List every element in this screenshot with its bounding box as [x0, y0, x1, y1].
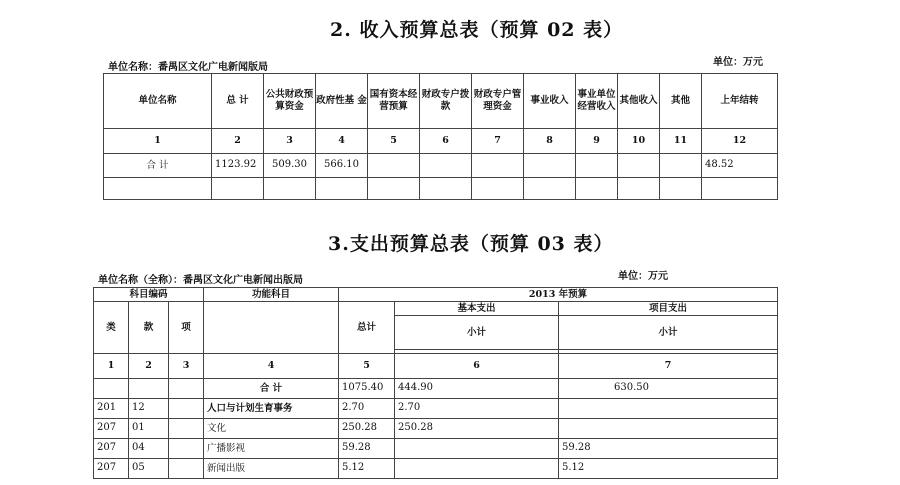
header-cell: 事业收入 — [524, 74, 576, 129]
empty-cell — [576, 154, 618, 178]
index-cell: 8 — [524, 129, 576, 154]
header-cell: 国有资本经营预算 — [368, 74, 420, 129]
table2-total-row — [104, 154, 778, 178]
xiang-cell — [169, 459, 204, 479]
empty-cell — [129, 379, 169, 399]
lei-cell: 201 — [94, 399, 129, 419]
index-cell: 2 — [129, 354, 169, 379]
index-cell: 11 — [660, 129, 702, 154]
empty-cell — [524, 178, 576, 200]
index-cell: 7 — [559, 354, 778, 379]
kuan-cell: 01 — [129, 419, 169, 439]
kuan-cell: 05 — [129, 459, 169, 479]
empty-cell — [94, 379, 129, 399]
basic-value-cell — [395, 439, 559, 459]
kuan-header: 款 — [129, 302, 169, 354]
table-row — [94, 419, 778, 439]
basic-value-cell: 250.28 — [395, 419, 559, 439]
kuan-cell: 12 — [129, 399, 169, 419]
index-cell: 1 — [104, 129, 212, 154]
header-cell: 总 计 — [212, 74, 264, 129]
index-cell: 5 — [339, 354, 395, 379]
total-value-cell: 2.70 — [339, 399, 395, 419]
table2-index-row — [104, 129, 778, 154]
empty-cell — [618, 178, 660, 200]
total-value-cell: 1123.92 — [212, 154, 264, 178]
empty-cell — [169, 379, 204, 399]
index-cell: 4 — [316, 129, 368, 154]
lei-cell: 207 — [94, 419, 129, 439]
header-cell: 上年结转 — [702, 74, 778, 129]
empty-cell — [472, 154, 524, 178]
table2-unit-name: 单位名称：番禺区文化广电新闻版局 — [108, 62, 268, 73]
header-cell: 事业单位经营收入 — [576, 74, 618, 129]
table3-header-row-1 — [94, 288, 778, 302]
project-value-cell — [559, 419, 778, 439]
function-subject-header: 功能科目 — [204, 288, 339, 302]
table-row — [94, 459, 778, 479]
empty-cell — [702, 178, 778, 200]
header-cell: 财政专户拨款 — [420, 74, 472, 129]
total-value-cell: 1075.40 — [339, 379, 395, 399]
income-budget-table — [103, 73, 778, 200]
index-cell: 6 — [395, 354, 559, 379]
lei-cell: 207 — [94, 459, 129, 479]
project-value-cell — [559, 399, 778, 419]
empty-cell — [524, 154, 576, 178]
empty-cell — [316, 178, 368, 200]
empty-cell — [576, 178, 618, 200]
empty-cell — [618, 154, 660, 178]
empty-cell — [368, 178, 420, 200]
header-cell: 政府性基 金 — [316, 74, 368, 129]
total-value-cell: 5.12 — [339, 459, 395, 479]
project-value-cell: 59.28 — [559, 439, 778, 459]
lei-cell: 207 — [94, 439, 129, 459]
index-cell: 3 — [264, 129, 316, 154]
project-expense-header: 项目支出 — [559, 302, 778, 316]
empty-cell — [264, 178, 316, 200]
empty-cell — [660, 154, 702, 178]
index-cell: 2 — [212, 129, 264, 154]
project-value-cell: 5.12 — [559, 459, 778, 479]
index-cell: 7 — [472, 129, 524, 154]
basic-subtotal-header: 小计 — [395, 316, 559, 350]
total-label-cell: 合 计 — [204, 379, 339, 399]
subject-code-header: 科目编码 — [94, 288, 204, 302]
table3-unit-name: 单位名称（全称）：番禺区文化广电新闻出版局 — [98, 275, 303, 286]
basic-value-cell: 2.70 — [395, 399, 559, 419]
index-cell: 12 — [702, 129, 778, 154]
index-cell: 6 — [420, 129, 472, 154]
project-value-cell: 630.50 — [559, 379, 778, 399]
basic-expense-header: 基本支出 — [395, 302, 559, 316]
table2-unit-right: 单位：万元 — [713, 57, 763, 68]
empty-cell — [212, 178, 264, 200]
index-cell: 3 — [169, 354, 204, 379]
expenditure-budget-table — [93, 287, 778, 479]
empty-cell — [472, 178, 524, 200]
empty-cell — [368, 154, 420, 178]
gov-fund-cell: 566.10 — [316, 154, 368, 178]
xiang-cell — [169, 419, 204, 439]
empty-cell — [420, 178, 472, 200]
total-label-cell: 合 计 — [104, 154, 212, 178]
empty-cell — [660, 178, 702, 200]
header-cell: 其他收入 — [618, 74, 660, 129]
index-cell: 4 — [204, 354, 339, 379]
table3-total-row — [94, 379, 778, 399]
table3-index-row — [94, 354, 778, 379]
header-cell: 其他 — [660, 74, 702, 129]
xiang-cell — [169, 399, 204, 419]
subject-name-cell: 广播影视 — [204, 439, 339, 459]
year-budget-header: 2013 年预算 — [339, 288, 778, 302]
table-row — [94, 439, 778, 459]
subject-name-cell: 文化 — [204, 419, 339, 439]
header-cell: 财政专户管理资金 — [472, 74, 524, 129]
index-cell: 9 — [576, 129, 618, 154]
project-subtotal-header: 小计 — [559, 316, 778, 350]
basic-value-cell: 444.90 — [395, 379, 559, 399]
empty-cell — [420, 154, 472, 178]
header-cell: 单位名称 — [104, 74, 212, 129]
function-blank-header — [204, 302, 339, 354]
table3-title: 3.支出预算总表（预算 03 表） — [328, 233, 614, 255]
index-cell: 5 — [368, 129, 420, 154]
xiang-header: 项 — [169, 302, 204, 354]
kuan-cell: 04 — [129, 439, 169, 459]
public-finance-cell: 509.30 — [264, 154, 316, 178]
subject-name-cell: 人口与计划生育事务 — [204, 399, 339, 419]
table3-unit-right: 单位：万元 — [618, 271, 668, 282]
header-cell: 公共财政预算资金 — [264, 74, 316, 129]
lei-header: 类 — [94, 302, 129, 354]
table2-header-row — [104, 74, 778, 129]
empty-cell — [104, 178, 212, 200]
total-value-cell: 250.28 — [339, 419, 395, 439]
basic-value-cell — [395, 459, 559, 479]
table2-blank-row — [104, 178, 778, 200]
table2-title: 2. 收入预算总表（预算 02 表） — [330, 19, 624, 41]
index-cell: 1 — [94, 354, 129, 379]
index-cell: 10 — [618, 129, 660, 154]
carryover-cell: 48.52 — [702, 154, 778, 178]
table-row — [94, 399, 778, 419]
total-header: 总计 — [339, 302, 395, 354]
table3-header-row-2 — [94, 302, 778, 316]
subject-name-cell: 新闻出版 — [204, 459, 339, 479]
xiang-cell — [169, 439, 204, 459]
total-value-cell: 59.28 — [339, 439, 395, 459]
